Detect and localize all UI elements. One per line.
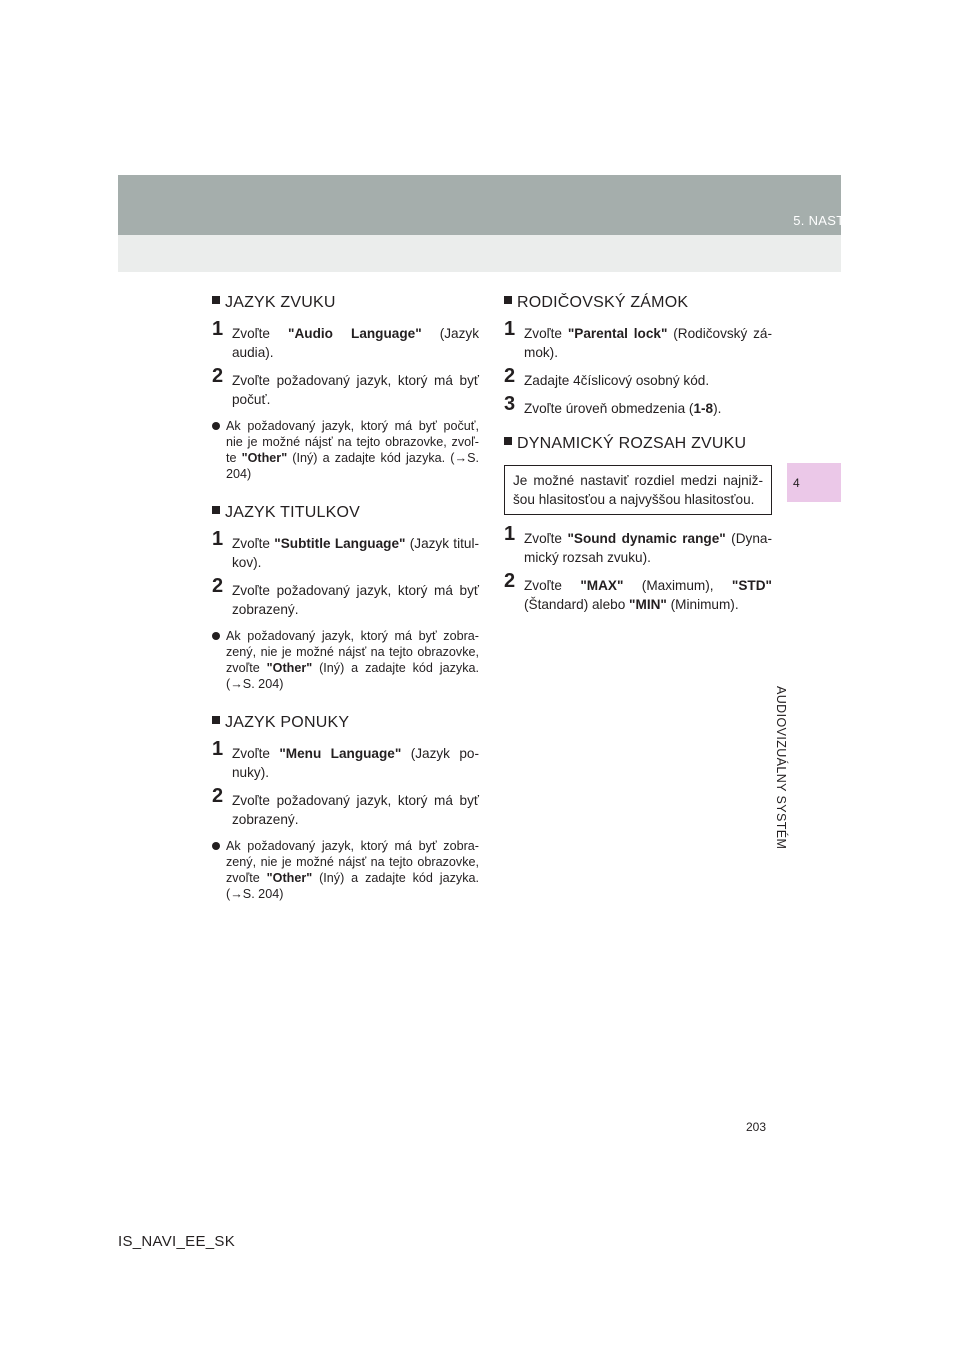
step-number: 2 bbox=[212, 785, 224, 807]
note: Ak požadovaný jazyk, ktorý má byť počuť, nie je možné nájsť na tejto obrazovke, zvoľ-te "Other" (Iný) a zadajte kód jazyka. (→S. 204) bbox=[212, 418, 479, 482]
step-2: 2 Zvoľte požadovaný jazyk, ktorý má byť počuť. bbox=[212, 365, 479, 407]
square-bullet-icon bbox=[504, 296, 512, 304]
right-column bbox=[504, 292, 772, 623]
step-number: 2 bbox=[504, 365, 516, 387]
step-number: 2 bbox=[212, 575, 224, 597]
circle-bullet-icon bbox=[212, 842, 220, 850]
step-2: 2 Zvoľte "MAX" (Maximum), "STD" (Štandard) alebo "MIN" (Minimum). bbox=[504, 570, 772, 612]
square-bullet-icon bbox=[212, 296, 220, 304]
step-1: 1 Zvoľte "Subtitle Language" (Jazyk titul-kov). bbox=[212, 528, 479, 570]
step-number: 1 bbox=[504, 523, 516, 545]
chapter-tab-number: 4 bbox=[793, 476, 800, 490]
circle-bullet-icon bbox=[212, 422, 220, 430]
document-code: IS_NAVI_EE_SK bbox=[118, 1233, 236, 1250]
step-1: 1 Zvoľte "Parental lock" (Rodičovský zá-mok). bbox=[504, 318, 773, 360]
note: Ak požadovaný jazyk, ktorý má byť zobra-zený, nie je možné nájsť na tejto obrazovke, zvoľte "Other" (Iný) a zadajte kód jazyka. (→S. 204) bbox=[212, 628, 479, 692]
step-number: 2 bbox=[504, 570, 516, 592]
circle-bullet-icon bbox=[212, 632, 220, 640]
section-heading-subtitle-language: JAZYK TITULKOV bbox=[212, 502, 479, 524]
section-heading-dynamic-range: DYNAMICKÝ ROZSAH ZVUKU bbox=[504, 433, 772, 455]
step-1: 1 Zvoľte "Audio Language" (Jazyk audia). bbox=[212, 318, 479, 360]
section-heading-audio-language: JAZYK ZVUKU bbox=[212, 292, 479, 314]
step-2: 2 Zadajte 4číslicový osobný kód. bbox=[504, 365, 710, 388]
step-number: 1 bbox=[212, 318, 224, 340]
chapter-title: 5. NASTAVENIE bbox=[793, 213, 892, 228]
chapter-tab-label: AUDIOVIZUÁLNY SYSTÉM bbox=[774, 686, 788, 850]
square-bullet-icon bbox=[504, 437, 512, 445]
step-number: 3 bbox=[504, 393, 516, 415]
square-bullet-icon bbox=[212, 716, 220, 724]
page-number: 203 bbox=[746, 1120, 767, 1134]
header-bar bbox=[118, 175, 841, 235]
step-number: 1 bbox=[212, 738, 224, 760]
step-1: 1 Zvoľte "Sound dynamic range" (Dyna-mický rozsah zvuku). bbox=[504, 523, 772, 565]
step-2: 2 Zvoľte požadovaný jazyk, ktorý má byť zobrazený. bbox=[212, 575, 479, 617]
step-1: 1 Zvoľte "Menu Language" (Jazyk po-nuky). bbox=[212, 738, 479, 780]
step-2: 2 Zvoľte požadovaný jazyk, ktorý má byť zobrazený. bbox=[212, 785, 479, 827]
section-heading-parental-lock: RODIČOVSKÝ ZÁMOK bbox=[504, 292, 772, 314]
step-number: 1 bbox=[212, 528, 224, 550]
info-box: Je možné nastaviť rozdiel medzi najniž-šou hlasitosťou a najvyššou hlasitosťou. bbox=[504, 465, 772, 515]
section-heading-menu-language: JAZYK PONUKY bbox=[212, 712, 479, 734]
note: Ak požadovaný jazyk, ktorý má byť zobra-zený, nie je možné nájsť na tejto obrazovke, zvoľte "Other" (Iný) a zadajte kód jazyka. (→S. 204) bbox=[212, 838, 479, 902]
left-column bbox=[212, 292, 479, 908]
square-bullet-icon bbox=[212, 506, 220, 514]
step-3: 3 Zvoľte úroveň obmedzenia (1-8). bbox=[504, 393, 722, 416]
step-number: 1 bbox=[504, 318, 516, 340]
header-subbar bbox=[118, 235, 841, 272]
step-number: 2 bbox=[212, 365, 224, 387]
